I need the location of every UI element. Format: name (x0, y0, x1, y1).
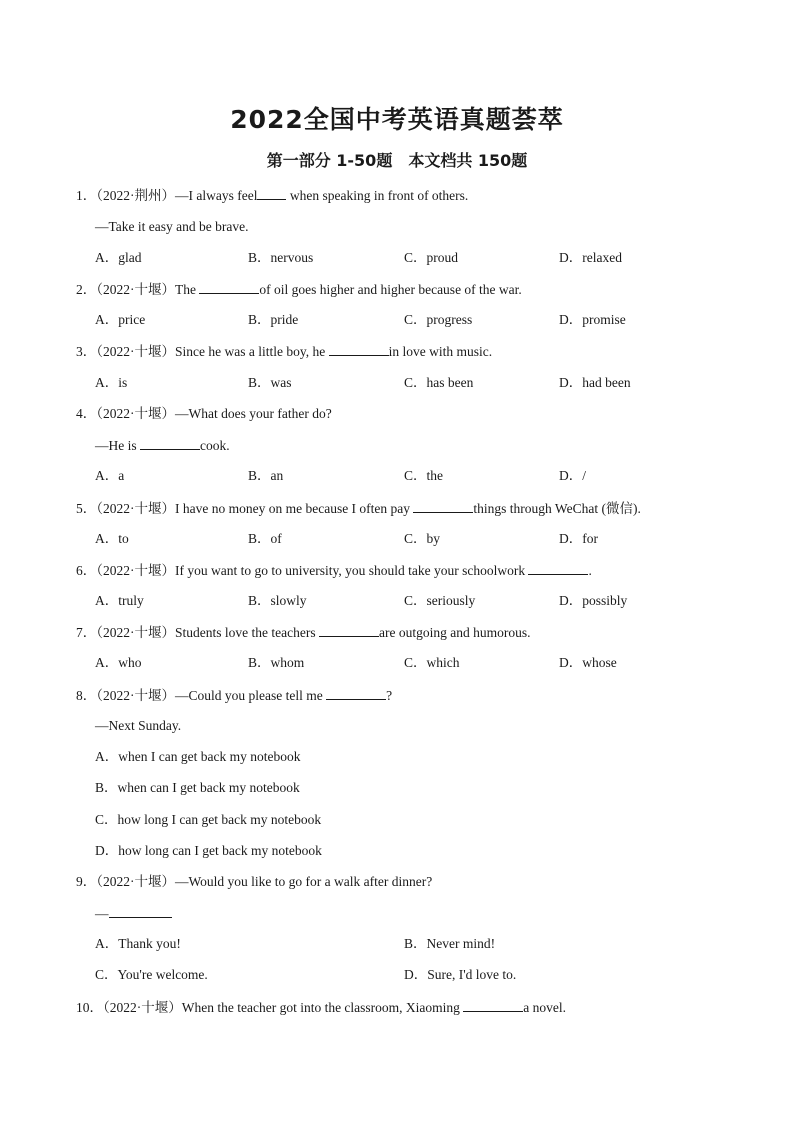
option-d: D．had been (559, 375, 631, 390)
option-d: D．whose (559, 655, 617, 670)
answer-blank (319, 623, 379, 637)
option-a: A．a (95, 468, 125, 483)
option-b: B．of (248, 531, 282, 546)
option-c: C．how long I can get back my notebook (95, 812, 322, 827)
option-a: A．price (95, 312, 146, 327)
option-a: A．when I can get back my notebook (95, 749, 301, 764)
question-7: 7．（2022·十堰）Students love the teachers are outgoing and humorous. (76, 625, 531, 640)
answer-blank (199, 280, 259, 294)
answer-blank (140, 436, 200, 450)
question-1-line2: —Take it easy and be brave. (95, 219, 249, 234)
question-1: 1．（2022·荆州）—I always feel when speaking in front of others. (76, 188, 469, 203)
option-c: C．proud (404, 250, 458, 265)
option-b: B．an (248, 468, 284, 483)
question-6: 6．（2022·十堰）If you want to go to university, you should take your schoolwork . (76, 563, 592, 578)
option-a: A．glad (95, 250, 142, 265)
question-5: 5．（2022·十堰）I have no money on me because I often pay things through WeChat (微信). (76, 501, 641, 516)
answer-blank (326, 686, 386, 700)
question-10: 10．（2022·十堰）When the teacher got into the classroom, Xiaoming a novel. (76, 1000, 567, 1015)
option-a: A．is (95, 375, 128, 390)
question-8-line2: —Next Sunday. (95, 718, 182, 733)
answer-blank (257, 186, 286, 200)
option-c: C．has been (404, 375, 474, 390)
page-title: 2022全国中考英语真题荟萃 (230, 105, 564, 134)
option-c: C．the (404, 468, 443, 483)
option-d: D．Sure, I'd love to. (404, 967, 517, 982)
option-b: B．Never mind! (404, 936, 496, 951)
option-d: D．relaxed (559, 250, 622, 265)
question-4: 4．（2022·十堰）—What does your father do? (76, 406, 332, 421)
option-d: D．for (559, 531, 598, 546)
option-a: A．Thank you! (95, 936, 181, 951)
option-d: D．/ (559, 468, 586, 483)
question-8: 8．（2022·十堰）—Could you please tell me ? (76, 688, 393, 703)
question-3: 3．（2022·十堰）Since he was a little boy, he in love with music. (76, 344, 493, 359)
option-c: C．progress (404, 312, 473, 327)
option-b: B．slowly (248, 593, 307, 608)
answer-blank (329, 342, 389, 356)
page-subtitle: 第一部分 1-50题 本文档共 150题 (266, 151, 528, 170)
question-4-line2: —He is cook. (95, 438, 230, 453)
answer-blank (109, 904, 172, 918)
option-a: A．who (95, 655, 142, 670)
option-b: B．when can I get back my notebook (95, 780, 300, 795)
option-a: A．truly (95, 593, 144, 608)
question-9: 9．（2022·十堰）—Would you like to go for a walk after dinner? (76, 874, 433, 889)
option-b: B．pride (248, 312, 299, 327)
option-c: C．which (404, 655, 460, 670)
answer-blank (413, 499, 473, 513)
question-2: 2．（2022·十堰）The of oil goes higher and higher because of the war. (76, 282, 522, 297)
question-9-line2: — (95, 904, 172, 923)
option-a: A．to (95, 531, 129, 546)
option-c: C．seriously (404, 593, 476, 608)
answer-blank (463, 998, 523, 1012)
option-d: D．possibly (559, 593, 628, 608)
option-c: C．You're welcome. (95, 967, 208, 982)
answer-blank (528, 561, 588, 575)
option-b: B．was (248, 375, 292, 390)
option-b: B．nervous (248, 250, 314, 265)
option-d: D．how long can I get back my notebook (95, 843, 322, 858)
option-d: D．promise (559, 312, 626, 327)
option-c: C．by (404, 531, 441, 546)
option-b: B．whom (248, 655, 305, 670)
